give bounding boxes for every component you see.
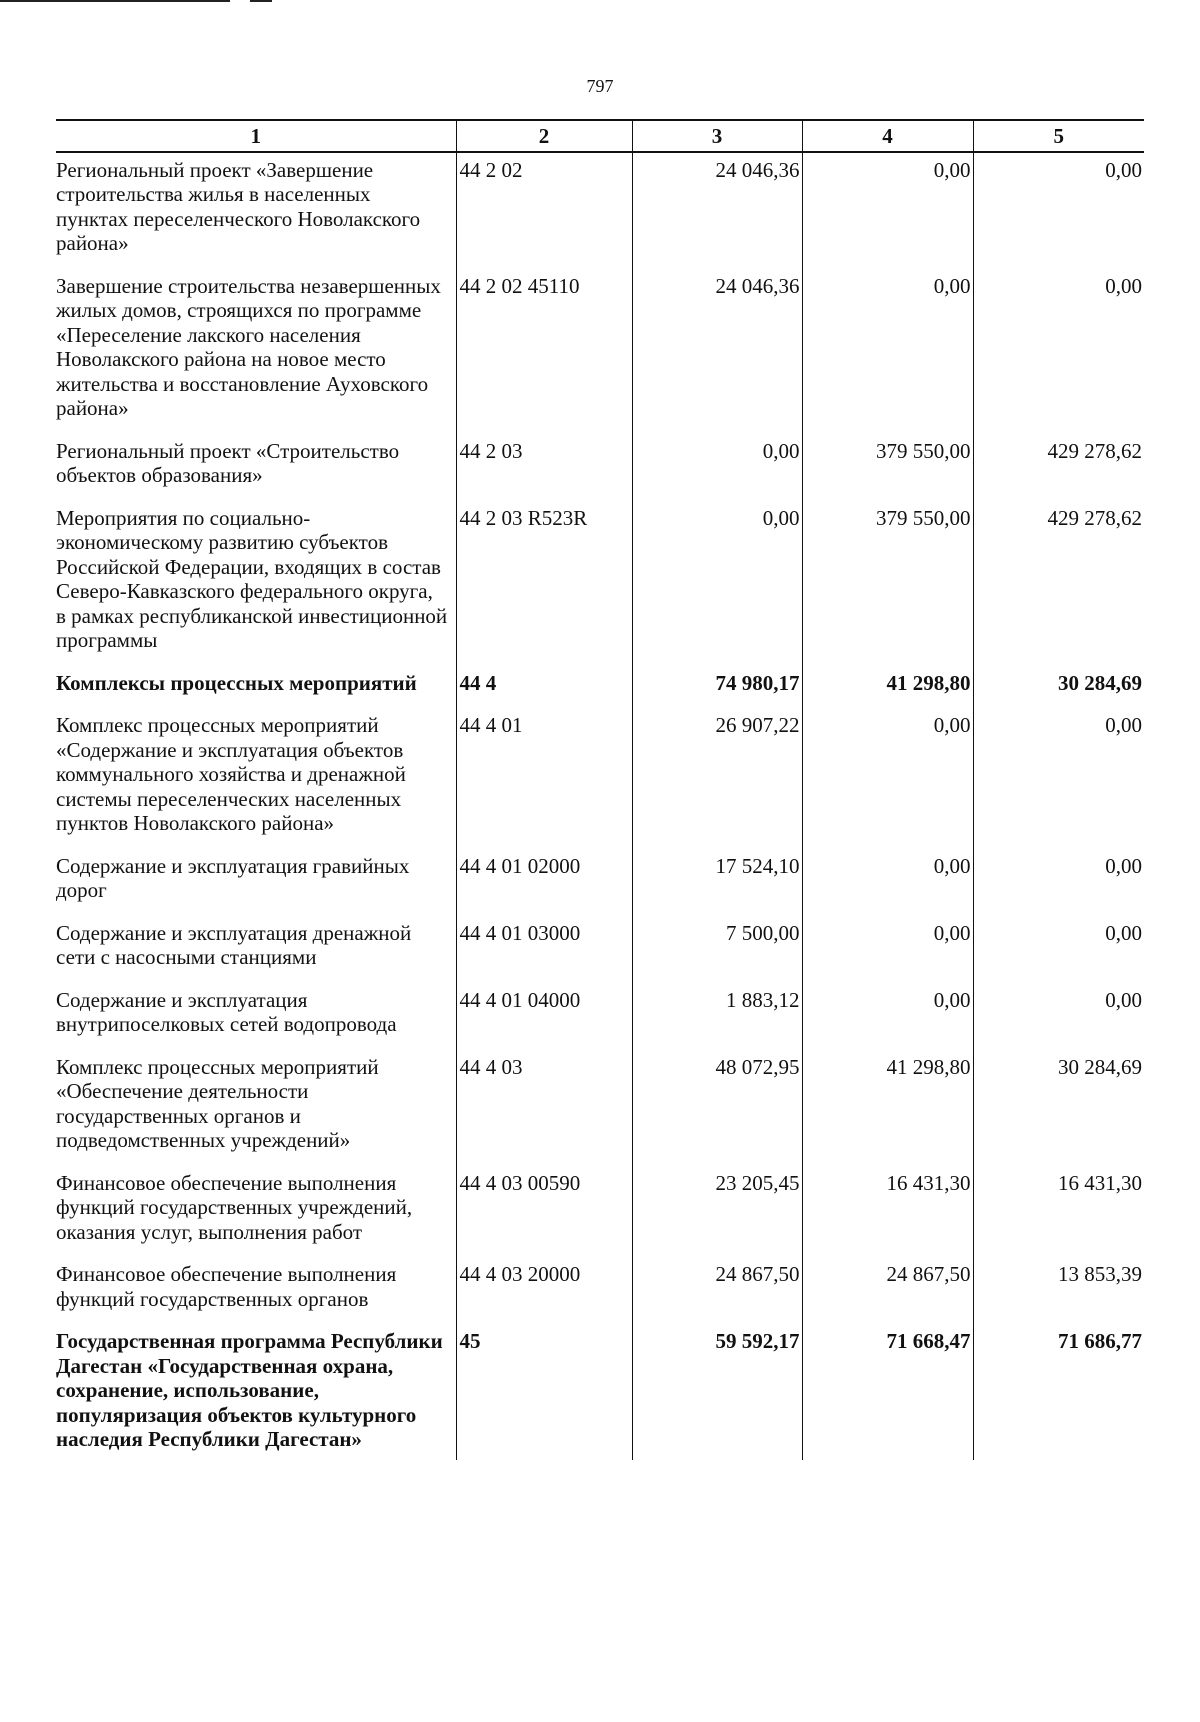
row-value-4: 0,00 <box>802 916 973 983</box>
row-code: 44 4 01 04000 <box>456 983 632 1050</box>
row-value-4: 0,00 <box>802 983 973 1050</box>
row-name: Финансовое обеспечение выполнения функций государственных учреждений, оказания услуг, выполнения работ <box>56 1170 413 1244</box>
row-value-5: 30 284,69 <box>973 1050 1144 1166</box>
row-value-4: 0,00 <box>802 269 973 434</box>
table-row-total <box>56 666 1144 709</box>
row-code: 44 4 01 03000 <box>456 916 632 983</box>
table-row <box>56 1050 1144 1166</box>
row-code: 44 4 <box>456 666 632 709</box>
row-code: 44 4 03 20000 <box>456 1257 632 1324</box>
row-value-3: 24 046,36 <box>632 269 802 434</box>
row-value-4: 16 431,30 <box>802 1166 973 1258</box>
row-value-4: 24 867,50 <box>802 1257 973 1324</box>
row-value-5: 0,00 <box>973 152 1144 269</box>
row-code: 44 4 01 02000 <box>456 849 632 916</box>
row-value-5: 16 431,30 <box>973 1166 1144 1258</box>
row-code: 44 4 03 00590 <box>456 1166 632 1258</box>
row-value-5: 0,00 <box>973 849 1144 916</box>
row-code: 44 4 03 <box>456 1050 632 1166</box>
table-row <box>56 708 1144 849</box>
row-name: Финансовое обеспечение выполнения функций государственных органов <box>56 1262 397 1311</box>
row-code: 44 2 02 <box>456 152 632 269</box>
row-value-5: 429 278,62 <box>973 501 1144 666</box>
row-name: Комплекс процессных мероприятий «Содержание и эксплуатация объектов коммунального хозяйства и дренажной системы переселенческих населенных пунктов Новолакского района» <box>56 713 406 835</box>
row-value-3: 7 500,00 <box>632 916 802 983</box>
page-number: 797 <box>586 76 614 96</box>
row-name: Содержание и эксплуатация внутрипоселковых сетей водопровода <box>56 987 397 1036</box>
row-code: 45 <box>456 1324 632 1460</box>
row-value-4: 0,00 <box>802 152 973 269</box>
row-value-4: 71 668,47 <box>802 1324 973 1460</box>
row-value-5: 13 853,39 <box>973 1257 1144 1324</box>
row-value-3: 24 046,36 <box>632 152 802 269</box>
table-row <box>56 849 1144 916</box>
row-value-5: 0,00 <box>973 269 1144 434</box>
table-row <box>56 916 1144 983</box>
row-value-4: 41 298,80 <box>802 666 973 709</box>
row-value-4: 379 550,00 <box>802 434 973 501</box>
table-row <box>56 501 1144 666</box>
row-value-4: 0,00 <box>802 849 973 916</box>
row-value-4: 0,00 <box>802 708 973 849</box>
table-row <box>56 1166 1144 1258</box>
table-header-row <box>56 120 1144 152</box>
row-value-5: 30 284,69 <box>973 666 1144 709</box>
row-value-5: 71 686,77 <box>973 1324 1144 1460</box>
row-value-4: 379 550,00 <box>802 501 973 666</box>
row-value-3: 48 072,95 <box>632 1050 802 1166</box>
row-name: Содержание и эксплуатация дренажной сети с насосными станциями <box>56 920 412 969</box>
row-value-3: 59 592,17 <box>632 1324 802 1460</box>
header-col-4: 4 <box>802 120 973 152</box>
row-value-3: 23 205,45 <box>632 1166 802 1258</box>
row-value-3: 17 524,10 <box>632 849 802 916</box>
row-name: Комплексы процессных мероприятий <box>56 670 417 695</box>
row-value-5: 0,00 <box>973 708 1144 849</box>
row-code: 44 4 01 <box>456 708 632 849</box>
table-row <box>56 269 1144 434</box>
budget-table <box>56 119 1144 1460</box>
row-value-5: 429 278,62 <box>973 434 1144 501</box>
row-value-4: 41 298,80 <box>802 1050 973 1166</box>
row-name: Мероприятия по социально-экономическому развитию субъектов Российской Федерации, входящих в состав Северо-Кавказского федерального округа, в рамках республиканской инвестиционной программы <box>56 505 448 652</box>
budget-table-container <box>56 119 1144 1460</box>
row-name: Завершение строительства незавершенных жилых домов, строящихся по программе «Переселение лакского населения Новолакского района на новое место жительства и восстановление Ауховского района» <box>56 273 441 420</box>
row-name: Региональный проект «Строительство объектов образования» <box>56 438 400 487</box>
row-name: Региональный проект «Завершение строительства жилья в населенных пунктах переселенческого Новолакского района» <box>56 157 421 255</box>
header-col-2: 2 <box>456 120 632 152</box>
row-value-3: 74 980,17 <box>632 666 802 709</box>
header-col-3: 3 <box>632 120 802 152</box>
table-row <box>56 434 1144 501</box>
top-rule-fragment <box>250 0 272 2</box>
header-col-5: 5 <box>973 120 1144 152</box>
row-name: Комплекс процессных мероприятий «Обеспечение деятельности государственных органов и подведомственных учреждений» <box>56 1054 379 1152</box>
row-code: 44 2 02 45110 <box>456 269 632 434</box>
table-row <box>56 983 1144 1050</box>
table-row <box>56 1257 1144 1324</box>
row-value-3: 1 883,12 <box>632 983 802 1050</box>
row-value-3: 0,00 <box>632 434 802 501</box>
row-value-3: 0,00 <box>632 501 802 666</box>
table-row <box>56 152 1144 269</box>
table-row-program <box>56 1324 1144 1460</box>
row-name: Содержание и эксплуатация гравийных дорог <box>56 853 410 902</box>
row-value-3: 26 907,22 <box>632 708 802 849</box>
row-value-3: 24 867,50 <box>632 1257 802 1324</box>
row-code: 44 2 03 <box>456 434 632 501</box>
row-value-5: 0,00 <box>973 983 1144 1050</box>
top-rule <box>0 0 230 2</box>
row-value-5: 0,00 <box>973 916 1144 983</box>
header-col-1: 1 <box>56 120 456 152</box>
row-code: 44 2 03 R523R <box>456 501 632 666</box>
row-name: Государственная программа Республики Дагестан «Государственная охрана, сохранение, использование, популяризация объектов культурного наследия Республики Дагестан» <box>56 1329 443 1451</box>
